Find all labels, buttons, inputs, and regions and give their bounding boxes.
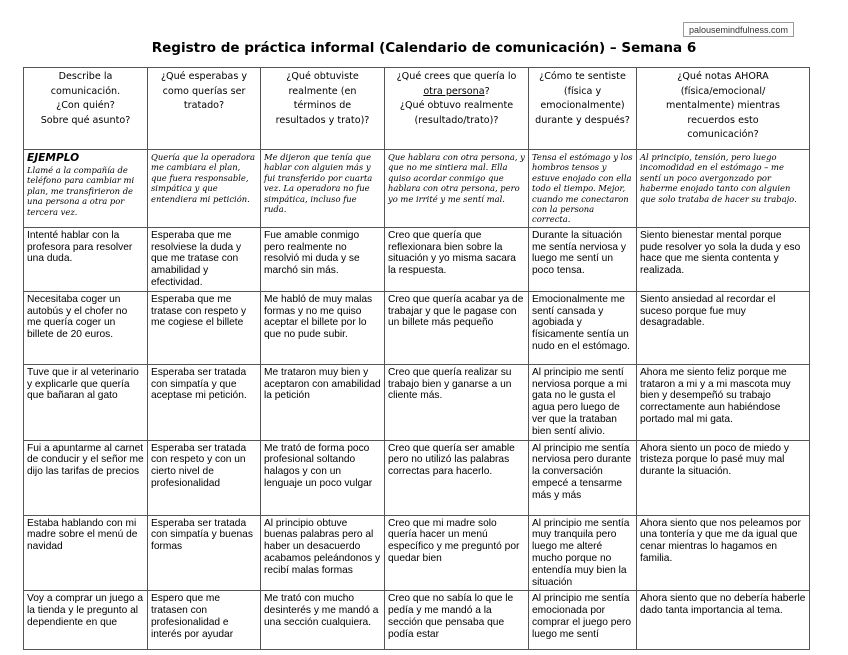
table-cell: Creo que quería ser amable pero no utilizó las palabras correctas para hacerlo. (385, 440, 529, 515)
header-line: ¿Qué obtuvo realmente (399, 100, 514, 111)
table-cell: Creo que no sabía lo que le pedía y me mandó a la sección que pensaba que podía estar (385, 591, 529, 650)
table-row (24, 364, 810, 440)
table-cell: Siento ansiedad al recordar el suceso porque fue muy desagradable. (637, 291, 810, 364)
table-cell: Esperaba ser tratada con simpatía y que aceptase mi petición. (148, 364, 261, 440)
table-cell: Al principio obtuve buenas palabras pero al haber un desacuerdo acabamos peleándonos y recibí malas formas (261, 515, 385, 591)
table-row (24, 291, 810, 364)
header-line: términos de (293, 100, 352, 111)
table-cell: Fue amable conmigo pero realmente no resolvió mi duda y se marchó sin más. (261, 227, 385, 291)
table-cell: Espero que me tratasen con profesionalidad e interés por ayudar (148, 591, 261, 650)
column-header-other-person (385, 68, 529, 150)
example-cell-describe (24, 150, 148, 228)
table-cell: Creo que quería acabar ya de trabajar y que le pagase con un billete más pequeño (385, 291, 529, 364)
example-cell-other-person: Que hablara con otra persona, y que no me sintiera mal. Ella quiso acordar conmigo que hablara con otra persona, pero yo me irrité y me sentí mal. (385, 150, 529, 228)
header-line: (física y (563, 85, 602, 97)
header-text: ¿Qué crees que quería lo (396, 71, 517, 82)
header-row (24, 68, 810, 150)
example-cell-obtained: Me dijeron que tenía que hablar con alguien más y fui transferido por cuarta vez. La operadora no fue simpática, incluso fue ruda. (261, 150, 385, 228)
header-line: ¿Qué obtuviste (286, 71, 359, 82)
table-cell: Al principio me sentía nerviosa pero durante la conversación empecé a tensarme más y más (529, 440, 637, 515)
table-cell: Al principio me sentía emocionada por comprar el juego pero luego me sentí (529, 591, 637, 650)
header-line: recuerdos esto (687, 114, 759, 126)
table-cell: Al principio me sentía muy tranquila pero luego me alteré mucho porque no entendía muy bien la situación (529, 515, 637, 591)
example-row (24, 150, 810, 228)
header-line (389, 85, 524, 100)
header-line: ¿Cómo te sentiste (539, 71, 626, 82)
table-cell: Fui a apuntarme al carnet de conducir y el señor me dijo las tarifas de precios (24, 440, 148, 515)
table-cell: Ahora siento que nos peleamos por una tontería y que me da igual que cenar mientras lo hagamos en familia. (637, 515, 810, 591)
table-cell: Creo que quería realizar su trabajo bien y ganarse a un cliente más. (385, 364, 529, 440)
header-line: durante y después? (535, 114, 630, 126)
table-row (24, 440, 810, 515)
header-line: ¿Con quién? (56, 100, 115, 111)
header-line: tratado? (183, 100, 225, 111)
table-row (24, 515, 810, 591)
table-cell: Necesitaba coger un autobús y el chofer no me quería coger un billete de 20 euros. (24, 291, 148, 364)
table-cell: Me trató de forma poco profesional soltando halagos y con un lenguaje un poco vulgar (261, 440, 385, 515)
header-line: (resultado/trato)? (414, 114, 499, 126)
column-header-feelings (529, 68, 637, 150)
table-cell: Esperaba que me resolviese la duda y que me tratase con amabilidad y efectividad. (148, 227, 261, 291)
table-cell: Durante la situación me sentía nerviosa y luego me sentí un poco tensa. (529, 227, 637, 291)
table-cell: Siento bienestar mental porque pude resolver yo sola la duda y eso hace que me sienta contenta y realizada. (637, 227, 810, 291)
example-cell-feelings: Tensa el estómago y los hombros tensos y estuve enojado con ella todo el tiempo. Mejor, cuando me conectaron con la persona correcta. (529, 150, 637, 228)
header-line: ¿Qué notas AHORA (677, 71, 769, 82)
example-label: EJEMPLO (27, 152, 80, 164)
table-cell: Esperaba que me tratase con respeto y me cogiese el billete (148, 291, 261, 364)
table-cell: Creo que mi madre solo quería hacer un menú específico y me preguntó por quedar bien (385, 515, 529, 591)
table-row (24, 227, 810, 291)
table-cell: Esperaba ser tratada con simpatía y buenas formas (148, 515, 261, 591)
communication-log-table (23, 67, 810, 650)
column-header-obtained (261, 68, 385, 150)
example-cell-expected: Quería que la operadora me cambiara el plan, que fuera responsable, simpática y que entendiera mi petición. (148, 150, 261, 228)
column-header-now (637, 68, 810, 150)
header-line: emocionalmente) (540, 100, 625, 111)
table-cell: Al principio me sentí nerviosa porque a mi gata no le gusta el agua pero luego de ver que la trataban bien sentí alivio. (529, 364, 637, 440)
page-title: Registro de práctica informal (Calendario de comunicación) – Semana 6 (151, 40, 697, 56)
header-line: como querías ser (162, 85, 246, 97)
header-line: (física/emocional/ (680, 85, 766, 97)
column-header-describe (24, 68, 148, 150)
header-text: ? (484, 85, 490, 97)
table-cell: Ahora siento un poco de miedo y tristeza porque lo pasé muy mal durante la situación. (637, 440, 810, 515)
table-cell: Me habló de muy malas formas y no me quiso aceptar el billete por lo que no pude subir. (261, 291, 385, 364)
header-line: comunicación? (687, 129, 759, 140)
table-cell: Voy a comprar un juego a la tienda y le pregunto al dependiente en que (24, 591, 148, 650)
table-cell: Me trató con mucho desinterés y me mandó a una sección cualquiera. (261, 591, 385, 650)
table-cell: Intenté hablar con la profesora para resolver una duda. (24, 227, 148, 291)
table-row (24, 591, 810, 650)
table-cell: Emocionalmente me sentí cansada y agobiada y físicamente sentía un nudo en el estómago. (529, 291, 637, 364)
website-badge: palousemindfulness.com (683, 22, 794, 37)
example-cell-now: Al principio, tensión, pero luego incomodidad en el estómago – me sentí un poco avergonzado por haberme enojado tanto con alguien que solo trataba de hacer su trabajo. (637, 150, 810, 228)
header-line: comunicación. (50, 85, 121, 97)
header-line: Sobre qué asunto? (40, 114, 131, 126)
header-line: ¿Qué esperabas y (160, 71, 248, 82)
header-line: mentalmente) mientras (666, 100, 780, 111)
header-line: resultados y trato)? (275, 114, 370, 126)
table-cell: Esperaba ser tratada con respeto y con un cierto nivel de profesionalidad (148, 440, 261, 515)
table-cell: Ahora siento que no debería haberle dado tanta importancia al tema. (637, 591, 810, 650)
header-line (389, 70, 524, 85)
table-cell: Me trataron muy bien y aceptaron con amabilidad la petición (261, 364, 385, 440)
example-text: Llamé a la compañía de teléfono para cambiar mi plan, me transfirieron de una persona a otra por tercera vez. (27, 165, 135, 217)
header-underlined-text: otra persona (423, 85, 485, 97)
header-line: Describe la (58, 71, 113, 82)
table-cell: Creo que quería que reflexionara bien sobre la situación y yo misma sacara la respuesta. (385, 227, 529, 291)
table-cell: Estaba hablando con mi madre sobre el menú de navidad (24, 515, 148, 591)
table-cell: Tuve que ir al veterinario y explicarle que quería que bañaran al gato (24, 364, 148, 440)
column-header-expected (148, 68, 261, 150)
header-line: realmente (en (288, 85, 357, 97)
table-cell: Ahora me siento feliz porque me trataron a mi y a mi mascota muy bien y desempeñó su trabajo correctamente aun habiéndose portado mal mi gata. (637, 364, 810, 440)
